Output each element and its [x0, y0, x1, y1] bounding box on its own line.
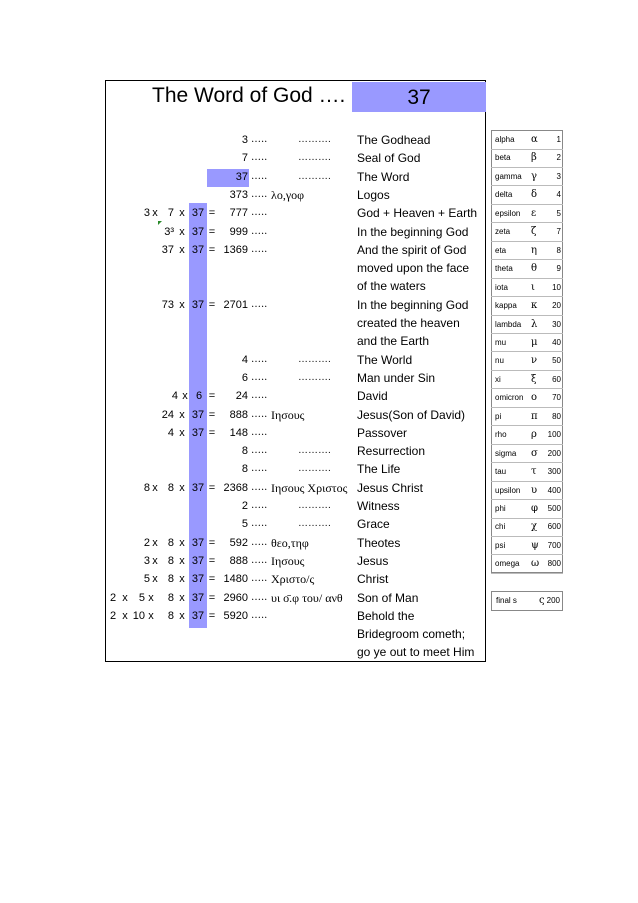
cell-desc: The Word [357, 169, 410, 184]
alphabet-name: delta [495, 190, 513, 200]
cell-a2: 4 [171, 390, 178, 403]
table-row [0, 406, 486, 424]
cell-dots2: ………. [298, 170, 331, 182]
cell-eq: = [208, 554, 216, 567]
alphabet-row [491, 371, 563, 390]
alphabet-name: alpha [495, 135, 515, 144]
alphabet-name: omicron [495, 393, 524, 403]
table-row [0, 515, 486, 533]
alphabet-g: μ [531, 336, 538, 348]
cell-dots: ….. [251, 353, 268, 365]
alphabet-v: 7 [556, 227, 561, 237]
cell-val: 5920 [223, 609, 248, 622]
cell-val: 888 [229, 408, 248, 421]
table-row [0, 332, 486, 350]
alphabet-name: gamma [495, 171, 522, 181]
alphabet-name: sigma [495, 448, 517, 458]
cell-dots: ….. [251, 152, 268, 164]
cell-eq: = [208, 481, 216, 494]
cell-val: 8 [241, 463, 248, 476]
alphabet-row [491, 223, 563, 242]
alphabet-g: χ [531, 521, 538, 533]
cell-mx: x [122, 591, 128, 604]
cell-desc: Jesus [357, 553, 389, 568]
cell-dots: ….. [251, 481, 268, 493]
cell-desc: moved upon the face [357, 261, 470, 276]
cell-desc: Man under Sin [357, 370, 436, 385]
cell-desc: The Godhead [357, 133, 431, 147]
cell-val: 373 [229, 188, 248, 201]
table-row [0, 387, 486, 405]
cell-a: 8 [143, 481, 150, 494]
cell-desc: Jesus Christ [357, 480, 424, 495]
cell-val: 2701 [223, 298, 248, 311]
alphabet-v: 9 [556, 264, 561, 274]
cell-x2: x [179, 207, 185, 220]
cell-eq: = [208, 609, 216, 622]
alphabet-v: 2 [556, 153, 561, 163]
table-row [0, 534, 486, 552]
table-row [0, 186, 486, 204]
alphabet-row [491, 389, 563, 408]
alphabet-g: δ [531, 189, 538, 201]
alphabet-g: φ [531, 503, 539, 514]
alphabet-v: 50 [552, 356, 561, 366]
alphabet-name: xi [495, 374, 501, 384]
alphabet-name: chi [495, 522, 506, 532]
cell-c: 37 [191, 408, 205, 421]
cell-desc: Resurrection [357, 444, 426, 459]
cell-desc: of the waters [357, 279, 426, 294]
alphabet-v: 8 [556, 245, 561, 255]
cell-val: 1369 [223, 243, 248, 256]
cell-dots: ….. [251, 188, 268, 200]
cell-eq: = [208, 573, 216, 586]
alphabet-v: 1 [556, 135, 561, 144]
table-row [0, 625, 486, 643]
cell-dots: ….. [251, 170, 268, 182]
cell-c: 37 [191, 609, 205, 622]
cell-desc: and the Earth [357, 334, 430, 349]
cell-greek: Ιησους Χριστος [271, 480, 348, 495]
alphabet-name: phi [495, 504, 506, 513]
cell-c: 37 [191, 426, 205, 439]
alphabet-g: ξ [531, 373, 537, 385]
cell-dots: ….. [251, 591, 268, 603]
cell-desc: Logos [357, 187, 390, 202]
table-row [0, 351, 486, 369]
alphabet-g: β [531, 152, 537, 164]
alphabet-v: 60 [552, 374, 561, 384]
alphabet-row [491, 482, 563, 501]
cell-x2: x [179, 243, 185, 256]
alphabet-name: mu [495, 337, 507, 347]
cell-greek: θεο,τηφ [271, 535, 309, 550]
alphabet-row [491, 131, 563, 150]
cell-dots2: ………. [298, 518, 331, 530]
cell-desc: Son of Man [357, 590, 419, 605]
alphabet-row [491, 334, 563, 353]
alphabet-name: upsilon [495, 485, 521, 495]
alphabet-name: psi [495, 540, 506, 550]
cell-greek: Χριστο/ς [271, 572, 315, 587]
cell-dots: ….. [251, 371, 268, 383]
cell-desc: Grace [357, 517, 390, 532]
table-row [0, 570, 486, 588]
cell-dots2: ………. [298, 500, 331, 511]
alphabet-g: π [531, 410, 538, 422]
cell-c: 37 [191, 481, 205, 494]
table-row [0, 607, 486, 625]
alphabet-g: ψ [531, 539, 539, 551]
alphabet-g: σ [531, 447, 538, 459]
cell-x2: x [179, 225, 185, 238]
cell-c: 37 [191, 573, 205, 586]
alphabet-g: ε [531, 207, 537, 219]
alphabet-v: 800 [547, 559, 561, 569]
alphabet-row [491, 186, 563, 205]
cell-dots2: ………. [298, 134, 331, 145]
alphabet-v: 700 [547, 540, 561, 550]
cell-dots2: ………. [298, 445, 331, 457]
alphabet-row [491, 426, 563, 445]
alphabet-g: α [531, 134, 538, 145]
alphabet-g: ω [531, 558, 540, 570]
cell-dots: ….. [251, 463, 268, 475]
alphabet-g: η [531, 244, 537, 256]
alphabet-g: γ [531, 170, 537, 182]
table-row [0, 589, 486, 607]
cell-a: 5 [138, 591, 145, 604]
cell-mx: x [122, 609, 128, 622]
cell-b: 4 [167, 426, 174, 439]
alphabet-g: τ [531, 466, 537, 478]
cell-desc: And the spirit of God [357, 242, 467, 257]
cell-c: 37 [191, 536, 205, 549]
alphabet-g: κ [531, 300, 538, 312]
cell-dots: ….. [251, 207, 268, 219]
alphabet-v: 400 [547, 485, 561, 495]
cell-val: 24 [235, 390, 248, 403]
cell-x2: x [179, 408, 185, 421]
cell-x2: x [179, 591, 185, 604]
cell-a: 3 [143, 554, 150, 567]
alphabet-name: beta [495, 153, 511, 163]
alphabet-v: 200 [547, 448, 561, 458]
alphabet-v: 80 [552, 411, 561, 421]
cell-x1: x [152, 481, 158, 494]
alphabet-row [491, 168, 563, 187]
table-row [0, 497, 486, 515]
alphabet-v: 3 [556, 171, 561, 181]
cell-desc: go ye out to meet Him [357, 645, 475, 660]
cell-x2: x [179, 573, 185, 586]
cell-desc: In the beginning God [357, 297, 469, 312]
cell-dots2: ………. [298, 371, 331, 383]
cell-x0: x [182, 390, 188, 403]
cell-dots: ….. [251, 609, 268, 621]
cell-eq: = [208, 426, 216, 439]
alphabet-row [491, 316, 563, 335]
alphabet-row [491, 205, 563, 224]
cell-b: 8 [167, 481, 174, 494]
cell-greek: λο,γοφ [271, 187, 305, 202]
alphabet-row [491, 463, 563, 482]
table-row [0, 241, 486, 259]
cell-desc: Passover [357, 425, 408, 440]
cell-val: 6 [241, 371, 248, 384]
alphabet-g: ρ [531, 429, 537, 441]
cell-dots: ….. [251, 225, 268, 237]
alphabet-name: omega [495, 559, 520, 569]
alphabet-name: nu [495, 356, 504, 366]
alphabet-row [491, 297, 563, 316]
cell-val: 2 [241, 500, 248, 512]
cell-c: 37 [191, 207, 205, 220]
cell-b: 8 [167, 554, 174, 567]
cell-a: 10 [132, 609, 145, 622]
alphabet-name: eta [495, 245, 507, 255]
table-row [0, 131, 486, 149]
cell-val: 37 [235, 170, 248, 183]
alphabet-row [491, 537, 563, 556]
cell-desc: Witness [357, 499, 400, 513]
table-row [0, 424, 486, 442]
cell-dots2: ………. [298, 353, 331, 365]
alphabet-v: 300 [547, 467, 561, 477]
cell-c: 37 [191, 554, 205, 567]
alphabet-name: pi [495, 411, 502, 421]
cell-desc: Bridegroom cometh; [357, 627, 466, 642]
cell-x1: x [148, 591, 154, 604]
cell-val: 1480 [223, 573, 248, 586]
cell-b: 7 [167, 207, 174, 220]
cell-a: 3 [143, 207, 150, 220]
alphabet-v: 100 [547, 430, 561, 440]
cell-dots: ….. [251, 426, 268, 438]
cell-greek: Ιησους [271, 407, 305, 422]
cell-desc: Christ [357, 572, 389, 587]
cell-dots: ….. [251, 573, 268, 585]
alphabet-g: ι [531, 281, 535, 293]
alphabet-row [491, 500, 563, 519]
alphabet-v: 20 [552, 301, 561, 311]
cell-val: 148 [229, 426, 248, 439]
alphabet-row [491, 352, 563, 371]
alphabet-row [491, 242, 563, 261]
cell-dots: ….. [251, 500, 268, 511]
table-row [0, 296, 486, 314]
cell-x2: x [179, 609, 185, 622]
final-value: 200 [546, 596, 560, 605]
alphabet-name: rho [495, 430, 507, 440]
cell-x1: x [148, 609, 154, 622]
alphabet-g: θ [531, 263, 538, 275]
cell-val: 888 [229, 554, 248, 567]
cell-dots: ….. [251, 390, 268, 402]
table-row [0, 479, 486, 497]
cell-a: 5 [143, 573, 150, 586]
cell-val: 5 [241, 518, 248, 531]
alphabet-v: 40 [552, 337, 561, 347]
table-row [0, 460, 486, 478]
table-row [0, 259, 486, 277]
table-row [0, 552, 486, 570]
cell-b: 8 [167, 591, 174, 604]
cell-x1: x [152, 554, 158, 567]
cell-dots: ….. [251, 243, 268, 255]
alphabet-name: iota [495, 282, 508, 292]
cell-val: 592 [229, 536, 248, 549]
alphabet-v: 10 [552, 282, 561, 292]
cell-x2: x [179, 554, 185, 567]
cell-b: 8 [167, 609, 174, 622]
alphabet-v: 5 [556, 208, 561, 218]
alphabet-row [491, 408, 563, 427]
alphabet-g: ο [531, 392, 538, 404]
cell-desc: Jesus(Son of David) [357, 407, 466, 422]
cell-dots2: ………. [298, 463, 331, 475]
cell-desc: The World [357, 352, 413, 367]
cell-b: 6 [195, 390, 203, 403]
cell-eq: = [208, 225, 216, 238]
table-row [0, 314, 486, 332]
cell-desc: Seal of God [357, 151, 421, 166]
cell-desc: The Life [357, 462, 401, 477]
cell-val: 4 [241, 353, 248, 366]
alphabet-g: υ [531, 484, 538, 496]
cell-x1: x [152, 536, 158, 549]
alphabet-g: ν [531, 355, 538, 367]
cell-eq: = [208, 408, 216, 421]
cell-eq: = [208, 207, 216, 220]
cell-x2: x [179, 536, 185, 549]
cell-val: 3 [241, 134, 248, 146]
cell-x2: x [179, 426, 185, 439]
cell-eq: = [208, 298, 216, 311]
alphabet-row [491, 279, 563, 298]
cell-eq: = [208, 591, 216, 604]
alphabet-v: 30 [552, 319, 561, 329]
cell-c: 37 [191, 225, 205, 238]
alphabet-v: 70 [552, 393, 561, 403]
page-title: The Word of God …. [152, 84, 346, 107]
cell-desc: David [357, 389, 388, 404]
table-row [0, 204, 486, 222]
alphabet-v: 500 [547, 504, 561, 513]
table-row [0, 223, 486, 241]
cell-b: 8 [167, 536, 174, 549]
cell-x2: x [179, 298, 185, 311]
alphabet-g: ζ [531, 226, 537, 238]
cell-b: 37 [161, 243, 174, 256]
table-row [0, 643, 486, 661]
cell-val: 777 [229, 207, 248, 220]
cell-m: 2 [109, 609, 117, 622]
cell-val: 2368 [223, 481, 248, 494]
cell-desc: In the beginning God [357, 224, 469, 239]
cell-c: 37 [191, 243, 205, 256]
cell-dots: ….. [251, 408, 268, 420]
cell-b: 8 [167, 573, 174, 586]
alphabet-row [491, 260, 563, 279]
cell-b: 3³ [164, 225, 174, 238]
cell-dots: ….. [251, 445, 268, 457]
alphabet-name: tau [495, 467, 507, 477]
cell-m: 2 [109, 591, 117, 604]
cell-dots: ….. [251, 518, 268, 530]
cell-dots: ….. [251, 554, 268, 566]
cell-desc: created the heaven [357, 316, 460, 330]
title-number: 37 [352, 82, 486, 112]
alphabet-g: λ [531, 318, 538, 330]
cell-dots: ….. [251, 536, 268, 548]
table-row [0, 149, 486, 167]
alphabet-row [491, 555, 563, 574]
alphabet-name: kappa [495, 301, 517, 311]
cell-val: 2960 [223, 591, 248, 604]
alphabet-name: lambda [495, 319, 522, 329]
cell-dots: ….. [251, 298, 268, 310]
cell-b: 73 [161, 298, 174, 311]
cell-greek: Ιησους [271, 553, 305, 568]
cell-dots2: ………. [298, 152, 331, 164]
cell-eq: = [208, 536, 216, 549]
cell-desc: God + Heaven + Earth [357, 206, 478, 221]
alphabet-row [491, 445, 563, 464]
cell-val: 8 [241, 445, 248, 458]
cell-x1: x [152, 573, 158, 586]
alphabet-row [491, 149, 563, 168]
cell-eq: = [208, 390, 216, 403]
cell-eq: = [208, 243, 216, 256]
cell-b: 24 [161, 408, 174, 421]
cell-c: 37 [191, 591, 205, 604]
cell-c: 37 [191, 298, 205, 311]
table-row [0, 277, 486, 295]
cell-val: 7 [241, 152, 248, 165]
cell-x2: x [179, 481, 185, 494]
alphabet-v: 600 [547, 522, 561, 532]
cell-desc: Behold the [357, 608, 415, 623]
final-sigma-row [491, 591, 563, 611]
alphabet-row [491, 518, 563, 537]
cell-val: 999 [229, 225, 248, 238]
alphabet-v: 4 [556, 190, 561, 200]
final-letter: ς [539, 595, 545, 606]
cell-dots: ….. [251, 134, 268, 145]
table-row [0, 442, 486, 460]
cell-desc: Theotes [357, 535, 401, 550]
alphabet-name: epsilon [495, 208, 521, 218]
alphabet-name: theta [495, 264, 513, 274]
cell-x1: x [152, 207, 158, 220]
table-row [0, 369, 486, 387]
final-name: final s [496, 596, 517, 605]
alphabet-name: zeta [495, 227, 511, 237]
cell-greek: υι ο̄.φ του/ ανθ [271, 590, 343, 605]
cell-a: 2 [143, 536, 150, 549]
table-row [0, 168, 486, 186]
